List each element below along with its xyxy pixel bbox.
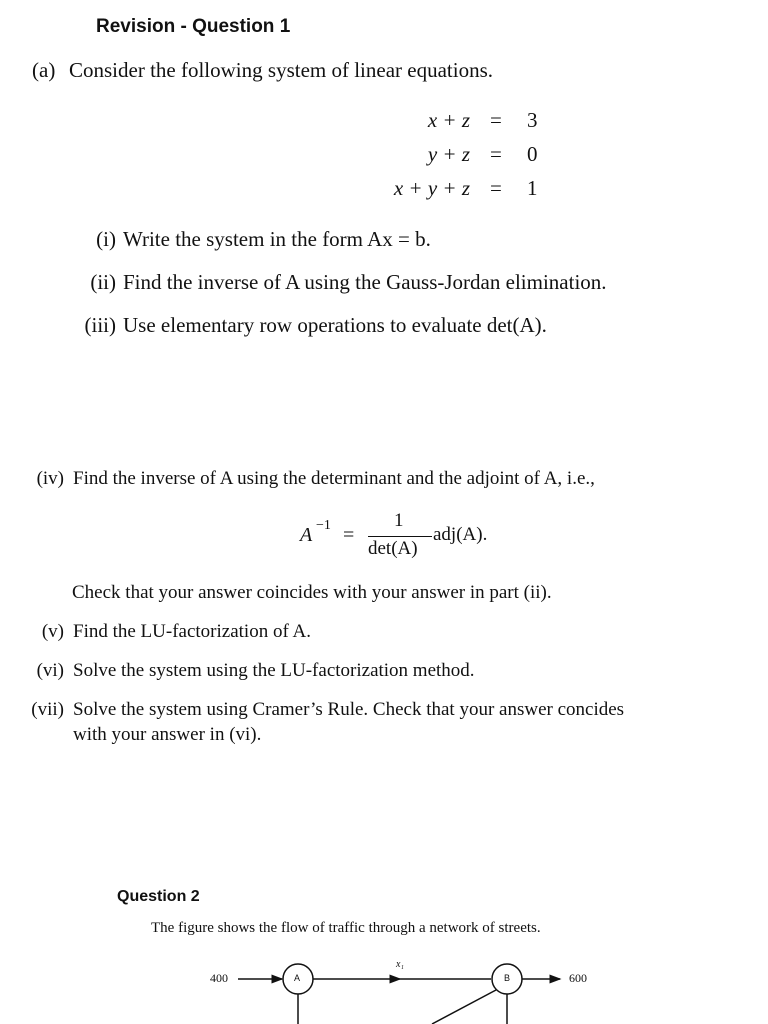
equation-lhs: x + y + z bbox=[393, 176, 470, 200]
formula-superscript: −1 bbox=[316, 518, 331, 533]
equation-lhs: x + z bbox=[427, 108, 470, 132]
formula-denominator: det(A) bbox=[368, 538, 418, 559]
question-2-heading: Question 2 bbox=[117, 888, 200, 905]
item-iv-text: Find the inverse of A using the determinant and the adjoint of A, i.e., bbox=[73, 468, 595, 489]
item-vii-label: (vii) bbox=[31, 699, 64, 720]
formula-lhs: A bbox=[300, 524, 313, 546]
item-vii-text: Solve the system using Cramer’s Rule. Check that your answer concides bbox=[73, 699, 625, 720]
formula-equals: = bbox=[343, 524, 355, 546]
formula-tail: adj(A). bbox=[433, 524, 488, 545]
item-ii-label: (ii) bbox=[90, 270, 116, 294]
part-a-label: (a) bbox=[32, 58, 56, 82]
item-v-text: Find the LU-factorization of A. bbox=[73, 621, 311, 642]
equation-row bbox=[0, 176, 768, 204]
item-i-label: (i) bbox=[96, 227, 116, 251]
question-1-heading: Revision - Question 1 bbox=[96, 16, 291, 37]
item-vii-text-continued: with your answer in (vi). bbox=[73, 724, 262, 745]
item-vi-label: (vi) bbox=[36, 660, 64, 681]
formula-numerator: 1 bbox=[394, 510, 404, 531]
flow-in-label: 400 bbox=[210, 971, 228, 985]
traffic-network-diagram bbox=[0, 950, 768, 1024]
edge-x1-label: x₁ bbox=[396, 959, 404, 970]
equation-rhs: 1 bbox=[527, 176, 538, 200]
equation-rhs: 3 bbox=[527, 108, 538, 132]
equation-equals: = bbox=[490, 176, 502, 200]
edge-b-diagonal bbox=[432, 990, 496, 1024]
item-iv-label: (iv) bbox=[36, 468, 64, 489]
equation-equals: = bbox=[490, 142, 502, 166]
item-iii-label: (iii) bbox=[84, 313, 116, 337]
traffic-network-svg bbox=[0, 950, 768, 1024]
equation-equals: = bbox=[490, 108, 502, 132]
equation-lhs: y + z bbox=[427, 142, 470, 166]
item-ii-text: Find the inverse of A using the Gauss-Jordan elimination. bbox=[123, 270, 607, 294]
item-i-text: Write the system in the form Ax = b. bbox=[123, 227, 431, 251]
equation-rhs: 0 bbox=[527, 142, 538, 166]
equation-row bbox=[0, 142, 768, 170]
item-vi-text: Solve the system using the LU-factorization method. bbox=[73, 660, 475, 681]
part-a-text: Consider the following system of linear equations. bbox=[69, 58, 494, 82]
flow-out-label: 600 bbox=[569, 971, 587, 985]
fraction-bar bbox=[368, 536, 432, 537]
item-iv-check: Check that your answer coincides with your answer in part (ii). bbox=[72, 582, 552, 603]
node-b-label: B bbox=[504, 973, 511, 983]
question-2-intro: The figure shows the flow of traffic through a network of streets. bbox=[151, 920, 541, 936]
item-v-label: (v) bbox=[41, 621, 64, 642]
node-a-label: A bbox=[294, 973, 301, 983]
equation-row bbox=[0, 108, 768, 136]
item-iii-text: Use elementary row operations to evaluate det(A). bbox=[123, 313, 547, 337]
